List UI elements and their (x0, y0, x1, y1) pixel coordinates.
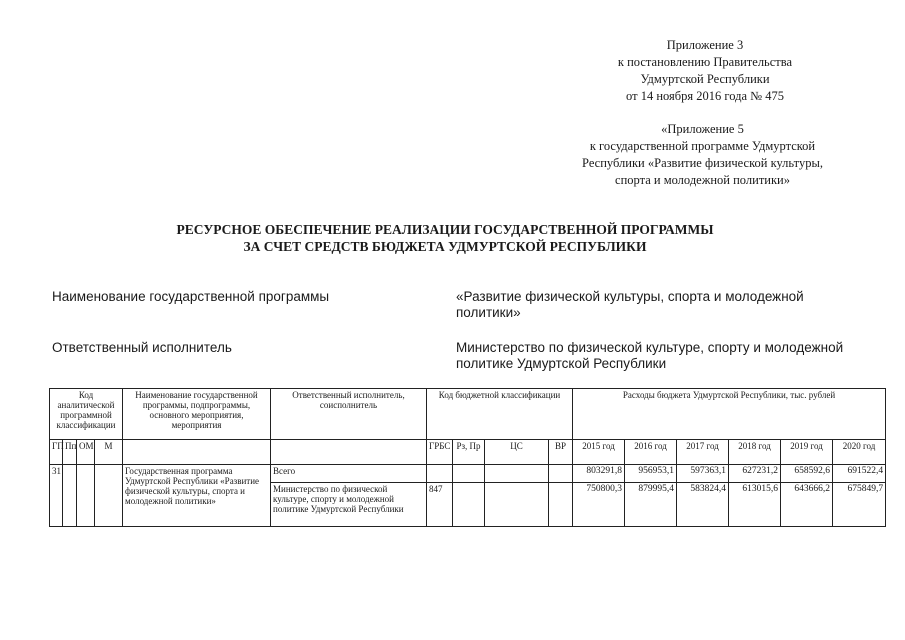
title-line-2: ЗА СЧЕТ СРЕДСТВ БЮДЖЕТА УДМУРТСКОЙ РЕСПУБЛИКИ (243, 239, 647, 254)
cell-gp: 31 (50, 465, 63, 527)
annex-5-line: к государственной программе Удмуртской (589, 139, 816, 153)
table-header-row (50, 389, 886, 440)
header-executor: Ответственный исполнитель, соисполнитель (271, 389, 427, 440)
subheader-year: 2018 год (729, 440, 781, 465)
subheader-blank (123, 440, 271, 465)
cell-pp (63, 465, 77, 527)
cell-cs (485, 483, 549, 527)
cell-value: 750800,3 (573, 483, 625, 527)
subheader-year: 2019 год (781, 440, 833, 465)
cell-om (77, 465, 95, 527)
cell-m (95, 465, 123, 527)
cell-cs (485, 465, 549, 483)
cell-grbs (427, 465, 453, 483)
annex-5-header (530, 121, 875, 189)
budget-table (49, 388, 886, 527)
cell-vr (549, 483, 573, 527)
executor-label: Ответственный исполнитель (52, 340, 232, 355)
cell-value: 613015,6 (729, 483, 781, 527)
cell-program-name: Государственная программа Удмуртской Республики «Развитие физической культуры, спорта и молодежной политики» (123, 465, 271, 527)
subheader-gp: ГП (50, 440, 63, 465)
table-row (50, 465, 886, 483)
subheader-rzpr: Рз, Пр (453, 440, 485, 465)
cell-value: 675849,7 (833, 483, 886, 527)
subheader-year: 2020 год (833, 440, 886, 465)
annex-5-line: Республики «Развитие физической культуры, (582, 156, 823, 170)
annex-5-line: спорта и молодежной политики» (615, 173, 790, 187)
cell-rzpr (453, 465, 485, 483)
cell-value: 879995,4 (625, 483, 677, 527)
title-line-1: РЕСУРСНОЕ ОБЕСПЕЧЕНИЕ РЕАЛИЗАЦИИ ГОСУДАРСТВЕННОЙ ПРОГРАММЫ (176, 222, 714, 237)
subheader-pp: Пп (63, 440, 77, 465)
document-title (60, 221, 830, 255)
program-name-label: Наименование государственной программы (52, 289, 330, 304)
cell-value: 658592,6 (781, 465, 833, 483)
subheader-year: 2017 год (677, 440, 729, 465)
cell-value: 583824,4 (677, 483, 729, 527)
cell-rzpr (453, 483, 485, 527)
cell-grbs: 847 (427, 483, 453, 527)
subheader-cs: ЦС (485, 440, 549, 465)
annex-3-line: к постановлению Правительства (617, 55, 793, 69)
cell-value: 627231,2 (729, 465, 781, 483)
table-subheader-row (50, 440, 886, 465)
cell-value: 956953,1 (625, 465, 677, 483)
annex-3-header (555, 37, 855, 105)
cell-value: 643666,2 (781, 483, 833, 527)
cell-value: 597363,1 (677, 465, 729, 483)
executor-value: Министерство по физической культуре, спорту и молодежной политике Удмуртской Республики (456, 340, 844, 371)
subheader-grbs: ГРБС (427, 440, 453, 465)
program-name-value: «Развитие физической культуры, спорта и молодежной политики» (456, 289, 804, 320)
header-expenses: Расходы бюджета Удмуртской Республики, тыс. рублей (573, 389, 886, 440)
cell-value: 691522,4 (833, 465, 886, 483)
subheader-vr: ВР (549, 440, 573, 465)
subheader-m: М (95, 440, 123, 465)
annex-3-line: Удмуртской Республики (640, 72, 770, 86)
cell-vr (549, 465, 573, 483)
cell-executor: Министерство по физической культуре, спорту и молодежной политике Удмуртской Республики (271, 483, 427, 527)
annex-3-line: от 14 ноября 2016 года № 475 (626, 89, 784, 103)
subheader-year: 2016 год (625, 440, 677, 465)
cell-value: 803291,8 (573, 465, 625, 483)
cell-executor: Всего (271, 465, 427, 483)
header-budget-code: Код бюджетной классификации (427, 389, 573, 440)
subheader-om: ОМ (77, 440, 95, 465)
annex-5-line: «Приложение 5 (661, 122, 744, 136)
annex-3-line: Приложение 3 (666, 38, 744, 52)
header-code: Код аналитической программной классификации (50, 389, 123, 440)
subheader-blank (271, 440, 427, 465)
header-name: Наименование государственной программы, подпрограммы, основного мероприятия, мероприятия (123, 389, 271, 440)
subheader-year: 2015 год (573, 440, 625, 465)
